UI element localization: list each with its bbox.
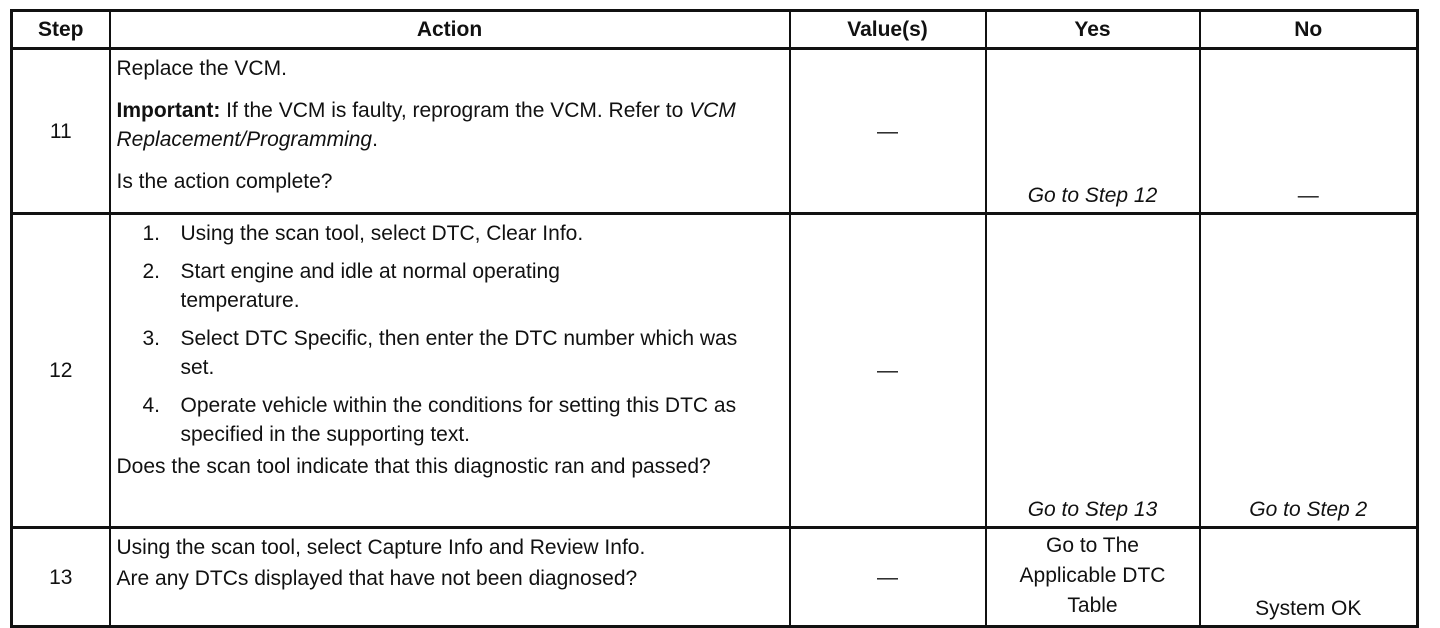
question-text: Is the action complete? [116,170,333,193]
table-row [12,49,1418,214]
no-cell: Go to Step 2 [1200,214,1418,528]
action-text: Replace the VCM. [116,57,287,80]
list-item [117,324,783,382]
action-cell [110,528,790,627]
list-text: Using the scan tool, select DTC, Clear Info. [180,222,584,245]
table-row [12,214,1418,528]
list-number: 4. [142,394,161,417]
list-item [117,219,783,248]
list-number: 3. [142,327,161,350]
value-cell [790,214,986,528]
list-number: 2. [142,260,161,283]
important-text: If the VCM is faulty, reprogram the VCM. Refer to [220,99,690,122]
value-cell [790,528,986,627]
list-item [117,391,783,449]
no-cell: System OK [1200,528,1418,627]
list-number: 1. [142,222,161,245]
list-text: Operate vehicle within the conditions for setting this DTC as specified in the supporting text. [180,394,737,446]
header-step: Step [12,11,110,49]
yes-cell [986,528,1200,627]
important-note [117,96,783,154]
value-text: — [877,119,898,143]
header-row [12,11,1418,49]
action-cell [110,214,790,528]
action-text: Using the scan tool, select Capture Info and Review Info. [116,536,646,559]
value-text: — [877,565,898,589]
question-text: Are any DTCs displayed that have not been diagnosed? [116,567,638,590]
diagnostic-table [10,9,1419,628]
header-no: No [1200,11,1418,49]
reference-link: VCM Replacement/Programming [116,99,736,151]
yes-text: Go to The Applicable DTC Table [1019,534,1166,617]
value-text: — [877,359,898,382]
list-text: Select DTC Specific, then enter the DTC number which was set. [180,327,738,379]
header-action: Action [110,11,790,49]
step-number: 12 [12,214,110,528]
yes-cell: Go to Step 12 [986,49,1200,214]
value-cell [790,49,986,214]
header-yes: Yes [986,11,1200,49]
action-cell [110,49,790,214]
question-text: Does the scan tool indicate that this diagnostic ran and passed? [116,455,711,478]
list-item [117,257,783,315]
important-label: Important: [116,99,221,122]
step-number: 13 [12,528,110,627]
yes-cell: Go to Step 13 [986,214,1200,528]
list-text: Start engine and idle at normal operating temperature. [180,260,560,312]
important-end: . [372,128,378,151]
procedure-list [117,219,783,449]
header-values: Value(s) [790,11,986,49]
step-number: 11 [12,49,110,214]
table-row [12,528,1418,627]
no-cell: — [1200,49,1418,214]
